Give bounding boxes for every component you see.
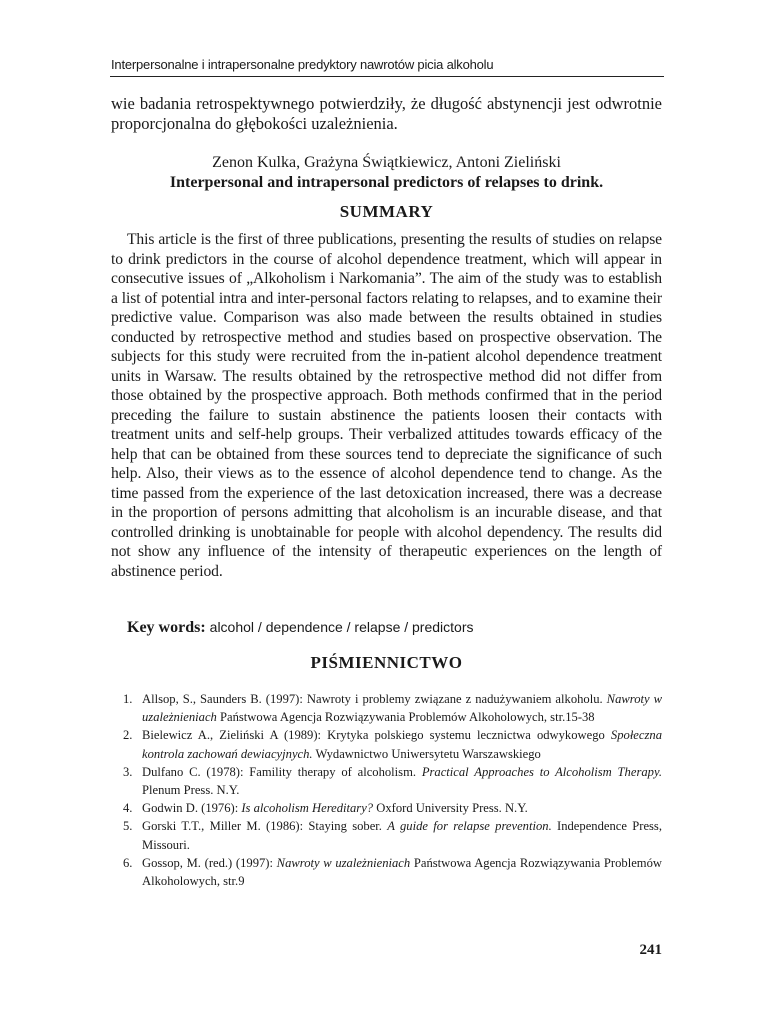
reference-text: Bielewicz A., Zieliński A (1989): Krytyka polskiego systemu lecznictwa odwykowego [142,728,611,743]
reference-text: Dulfano C. (1978): Famility therapy of alcoholism. [142,764,422,779]
reference-publisher: Independence Press, Missouri. [142,819,662,852]
reference-text: Gorski T.T., Miller M. (1986): Staying sober. [142,819,388,834]
intro-paragraph: wie badania retrospektywnego potwierdziły, że długość abstynencji jest odwrotnie proporcjonalna do głębokości uzależnienia. [111,94,662,133]
english-title: Interpersonal and intrapersonal predictors of relapses to drink. [169,174,604,191]
reference-title: A guide for relapse prevention. [387,819,552,834]
reference-number: 3. [123,764,133,779]
reference-publisher: Oxford University Press. N.Y. [373,801,528,816]
reference-number: 5. [123,819,133,834]
keywords-label: Key words: [127,619,206,636]
reference-title: Practical Approaches to Alcoholism Therapy. [421,764,662,779]
reference-publisher: Państwowa Agencja Rozwiązywania Problemów Alkoholowych, str.9 [142,855,662,889]
authors: Zenon Kulka, Grażyna Świątkiewicz, Antoni Zieliński [212,154,561,171]
reference-publisher: Państwowa Agencja Rozwiązywania Problemów Alkoholowych, str.15-38 [216,710,595,725]
reference-item [111,799,662,817]
reference-number: 1. [123,692,133,706]
running-header: Interpersonalne i intrapersonalne predyktory nawrotów picia alkoholu [111,57,494,72]
reference-item [111,817,662,853]
header-rule [110,76,664,77]
reference-title: Nawroty w uzależnieniach [142,692,662,725]
keywords-values: alcohol / dependence / relapse / predictors [209,619,474,635]
reference-publisher: Wydawnictwo Uniwersytetu Warszawskiego [312,746,541,761]
reference-item [111,854,662,890]
reference-title: Nawroty w uzależnieniach [276,855,411,870]
reference-number: 6. [123,855,133,870]
reference-item [111,763,662,799]
reference-title: Społeczna kontrola zachowań dewiacyjnych. [142,728,662,761]
summary-body: This article is the first of three publications, presenting the results of studies on relapse to drink predictors in the course of alcohol dependence treatment, which will appear in consecutive issues of „Alkoholism i Narkomania”. The aim of the study was to establish a list of potential intra and inter-personal factors relating to relapses, and to examine their predictive value. Comparison was also made between the results obtained in studies conducted by retrospective method and studies based on prospective observation. The subjects for this study were recruited from the in-patient alcohol dependence treatment units in Warsaw. The results obtained by the retrospective method did not differ from those obtained by the prospective approach. Both methods confirmed that in the period preceding the failure to sustain abstinence the patients loosen their contacts with treatment units and self-help groups. Their verbalized attitudes towards efficacy of the help that can be obtained from these sources tend to depreciate the significance of such help. Also, their views as to the essence of alcohol dependence tend to change. As the time passed from the experience of the last detoxication increased, there was a decrease in the proportion of persons admitting that alcoholism is an incurable disease, and that controlled drinking is unobtainable for people with alcohol dependency. The results did not show any influence of the intensity of therapeutic experiences on the length of abstinence period. [111,231,662,580]
reference-title: Is alcoholism Hereditary? [241,801,374,816]
reference-publisher: Plenum Press. N.Y. [142,783,240,798]
summary-heading: SUMMARY [339,202,434,221]
page-number: 241 [639,942,662,958]
reference-item [111,726,662,762]
reference-number: 4. [123,801,133,816]
references-heading: PIŚMIENNICTWO [310,653,463,672]
reference-text: Godwin D. (1976): [142,801,242,816]
keywords [127,617,662,638]
reference-number: 2. [123,728,133,743]
reference-text: Allsop, S., Saunders B. (1997): Nawroty i problemy związane z nadużywaniem alkoholu. [142,692,607,706]
reference-item [111,690,662,726]
reference-text: Gossop, M. (red.) (1997): [142,855,277,870]
references-list [111,690,662,890]
